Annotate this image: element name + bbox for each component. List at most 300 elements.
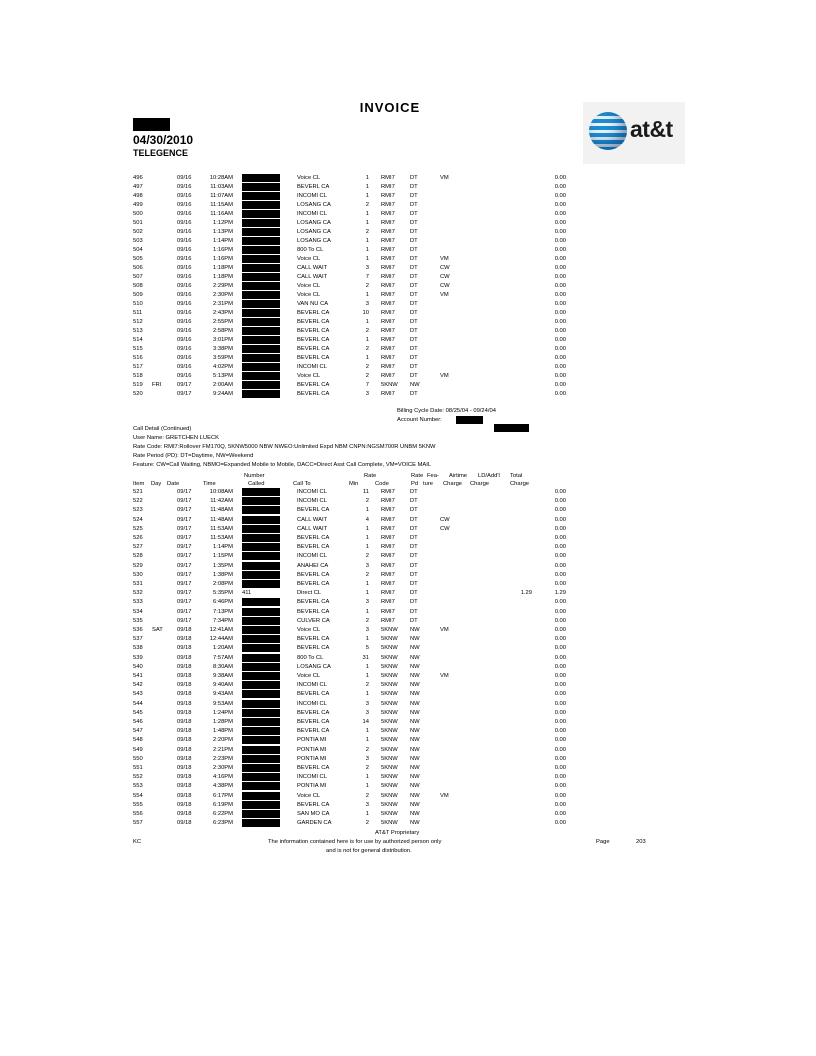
item-cell: 546 [133, 719, 143, 725]
minutes-cell: 1 [365, 673, 369, 679]
total-charge-cell: 0.00 [554, 220, 566, 226]
call-to-cell: LOSANG CA [297, 663, 331, 670]
table-row [0, 764, 816, 772]
redacted-number [242, 300, 280, 308]
total-charge-cell: 0.00 [554, 238, 566, 244]
item-cell: 549 [133, 746, 143, 753]
minutes-cell: 2 [365, 765, 369, 771]
item-cell: 504 [133, 247, 143, 253]
time-cell: 1:12PM [213, 220, 233, 226]
total-charge-cell: 0.00 [554, 346, 566, 352]
item-cell: 515 [133, 346, 143, 352]
call-to-cell: Voice CL [297, 292, 321, 298]
table-row [0, 589, 816, 597]
item-cell: 537 [133, 636, 143, 643]
call-to-cell: Voice CL [297, 792, 321, 799]
item-cell: 539 [133, 654, 143, 661]
total-charge-cell: 0.00 [554, 801, 566, 808]
period-cell: DT [410, 328, 418, 334]
airtime-charge-cell: 1.29 [520, 590, 532, 597]
item-cell: 540 [133, 663, 143, 670]
redacted-number [242, 580, 280, 588]
page-label: Page [596, 839, 610, 845]
item-cell: 552 [133, 774, 143, 781]
time-cell: 5:35PM [213, 590, 233, 597]
time-cell: 3:59PM [213, 355, 233, 361]
period-cell: DT [410, 229, 418, 235]
date-cell: 09/16 [177, 256, 192, 262]
date-cell: 09/18 [177, 792, 192, 799]
time-cell: 6:19PM [213, 801, 233, 808]
date-cell: 09/16 [177, 337, 192, 343]
table-row [0, 174, 816, 182]
rate-code-cell: 5KNW [381, 654, 398, 661]
redacted-number [242, 543, 280, 551]
rate-code-cell: 5KNW [381, 746, 398, 753]
time-cell: 9:38AM [213, 673, 233, 679]
date-cell: 09/17 [177, 599, 192, 606]
time-cell: 6:23PM [213, 820, 233, 827]
date-cell: 09/17 [177, 544, 192, 551]
rate-code-cell: RMI7 [381, 283, 395, 289]
time-cell: 9:53AM [213, 700, 233, 707]
call-to-cell: BEVERL CA [297, 728, 330, 735]
item-cell: 535 [133, 617, 143, 624]
rate-code-cell: RMI7 [381, 617, 395, 624]
call-to-cell: Voice CL [297, 256, 321, 262]
table-row [0, 571, 816, 579]
total-charge-cell: 0.00 [554, 617, 566, 624]
rate-code-cell: RMI7 [381, 544, 395, 551]
period-cell: DT [410, 319, 418, 325]
call-to-cell: Direct CL [297, 590, 322, 597]
date-cell: 09/18 [177, 673, 192, 679]
table-row [0, 255, 816, 263]
footer-proprietary: AT&T Proprietary [375, 830, 420, 836]
total-charge-cell: 0.00 [554, 292, 566, 298]
table-row [0, 345, 816, 353]
header-item: Item [133, 481, 145, 487]
date-cell: 09/17 [177, 489, 192, 495]
date-cell: 09/18 [177, 719, 192, 725]
minutes-cell: 31 [362, 654, 369, 661]
section-title: Call Detail (Continued) [133, 426, 192, 432]
rate-code-cell: RMI7 [381, 328, 395, 334]
rate-code-cell: 5KNW [381, 755, 398, 762]
table-row [0, 672, 816, 680]
minutes-cell: 1 [365, 535, 369, 541]
rate-code-cell: 5KNW [381, 783, 398, 790]
time-cell: 2:00AM [213, 382, 233, 388]
item-cell: 496 [133, 175, 143, 181]
call-to-cell: BEVERL CA [297, 328, 330, 334]
time-cell: 6:17PM [213, 792, 233, 799]
rate-code-cell: RMI7 [381, 608, 395, 615]
call-to-cell: LOSANG CA [297, 220, 331, 226]
redacted-number [242, 727, 280, 735]
total-charge-cell: 0.00 [554, 382, 566, 388]
date-cell: 09/18 [177, 663, 192, 670]
header-ldaddl: LD/Add'l [478, 473, 500, 479]
date-cell: 09/18 [177, 774, 192, 781]
date-cell: 09/16 [177, 247, 192, 253]
rate-code-cell: RMI7 [381, 562, 395, 569]
table-row [0, 617, 816, 625]
period-cell: DT [410, 337, 418, 343]
redacted-number [242, 516, 280, 524]
table-row [0, 736, 816, 744]
total-charge-cell: 0.00 [554, 211, 566, 217]
total-charge-cell: 0.00 [554, 728, 566, 735]
call-to-cell: INCOMI CL [297, 211, 327, 217]
period-cell: DT [410, 283, 418, 289]
redacted-number [242, 345, 280, 353]
time-cell: 11:53AM [210, 525, 233, 532]
date-cell: 09/18 [177, 636, 192, 643]
redacted-number [242, 792, 280, 800]
minutes-cell: 1 [365, 636, 369, 643]
item-cell: 530 [133, 571, 143, 578]
item-cell: 505 [133, 256, 143, 262]
rate-code-cell: 5KNW [381, 700, 398, 707]
minutes-cell: 2 [365, 328, 369, 334]
minutes-cell: 2 [365, 202, 369, 208]
call-to-cell: BEVERL CA [297, 382, 330, 388]
table-row [0, 644, 816, 652]
header-min: Min [349, 481, 359, 487]
date-cell: 09/16 [177, 283, 192, 289]
item-cell: 551 [133, 765, 143, 771]
time-cell: 4:38PM [213, 783, 233, 790]
date-cell: 09/18 [177, 682, 192, 689]
rate-code-cell: RMI7 [381, 229, 395, 235]
minutes-cell: 1 [365, 737, 369, 744]
time-cell: 2:08PM [213, 581, 233, 587]
table-row [0, 690, 816, 698]
total-charge-cell: 0.00 [554, 301, 566, 307]
item-cell: 512 [133, 319, 143, 325]
time-cell: 2:30PM [213, 765, 233, 771]
page-number: 203 [636, 839, 646, 845]
call-to-cell: Voice CL [297, 673, 321, 679]
period-cell: DT [410, 184, 418, 190]
rate-code-cell: RMI7 [381, 498, 395, 505]
redacted-block [133, 118, 170, 131]
minutes-cell: 1 [365, 238, 369, 244]
minutes-cell: 1 [365, 581, 369, 587]
call-to-cell: BEVERL CA [297, 535, 330, 541]
table-row [0, 497, 816, 505]
table-row [0, 183, 816, 191]
att-logo [583, 102, 685, 164]
time-cell: 5:13PM [213, 373, 233, 379]
item-cell: 517 [133, 364, 143, 370]
item-cell: 508 [133, 283, 143, 289]
table-row [0, 626, 816, 634]
total-charge-cell: 0.00 [554, 247, 566, 253]
call-to-cell: BEVERL CA [297, 801, 330, 808]
date-cell: 09/18 [177, 691, 192, 698]
item-cell: 507 [133, 274, 143, 280]
feature-cell: VM [440, 673, 449, 679]
total-charge-cell: 0.00 [554, 256, 566, 262]
total-charge-cell: 0.00 [554, 811, 566, 817]
total-charge-cell: 0.00 [554, 783, 566, 790]
period-cell: NW [410, 792, 420, 799]
redacted-number [242, 782, 280, 790]
minutes-cell: 2 [365, 792, 369, 799]
date-cell: 09/16 [177, 373, 192, 379]
redacted-number [242, 617, 280, 625]
item-cell: 503 [133, 238, 143, 244]
rate-code-cell: RMI7 [381, 193, 395, 199]
date-cell: 09/16 [177, 310, 192, 316]
minutes-cell: 1 [365, 608, 369, 615]
redacted-number [242, 773, 280, 781]
table-row [0, 219, 816, 227]
minutes-cell: 2 [365, 498, 369, 505]
total-charge-cell: 0.00 [554, 328, 566, 334]
table-row [0, 709, 816, 717]
call-to-cell: LOSANG CA [297, 229, 331, 235]
table-row [0, 363, 816, 371]
rate-code-cell: 5KNW [381, 691, 398, 698]
redacted-number [242, 746, 280, 754]
total-charge-cell: 0.00 [554, 737, 566, 744]
minutes-cell: 2 [365, 346, 369, 352]
redacted-top-right [494, 424, 529, 432]
rate-code-cell: 5KNW [381, 811, 398, 817]
period-cell: NW [410, 765, 420, 771]
table-row [0, 654, 816, 662]
invoice-title: INVOICE [359, 100, 421, 115]
date-cell: 09/17 [177, 553, 192, 560]
item-cell: 557 [133, 820, 143, 827]
feature-cell: CW [440, 516, 450, 523]
table-row [0, 336, 816, 344]
period-cell: NW [410, 663, 420, 670]
item-cell: 531 [133, 581, 143, 587]
total-charge-cell: 0.00 [554, 274, 566, 280]
call-to-cell: Voice CL [297, 175, 321, 181]
redacted-number [242, 255, 280, 263]
redacted-number [242, 608, 280, 616]
minutes-cell: 3 [365, 627, 369, 633]
item-cell: 500 [133, 211, 143, 217]
rate-code-cell: RMI7 [381, 256, 395, 262]
item-cell: 541 [133, 673, 143, 679]
period-cell: DT [410, 310, 418, 316]
total-charge-cell: 0.00 [554, 391, 566, 397]
account-label: Account Number: [397, 417, 442, 423]
header-total: Total [510, 473, 523, 479]
date-cell: 09/16 [177, 274, 192, 280]
rate-code-cell: RMI7 [381, 590, 395, 597]
feature-cell: VM [440, 373, 449, 379]
table-row [0, 663, 816, 671]
redacted-number [242, 354, 280, 362]
total-charge-cell: 0.00 [554, 283, 566, 289]
period-cell: DT [410, 617, 418, 624]
rate-code-cell: 5KNW [381, 709, 398, 716]
item-cell: 554 [133, 792, 143, 799]
rate-code: Rate Code: RMI7:Rollover FM170Q, 5KNW5000 NBW NWEO:Unlimited Expd NBM CNPN:NGSM700R UNBM 5KNW [133, 444, 436, 450]
minutes-cell: 2 [365, 820, 369, 827]
total-charge-cell: 0.00 [554, 709, 566, 716]
minutes-cell: 5 [365, 645, 369, 652]
call-to-cell: BEVERL CA [297, 507, 330, 514]
total-charge-cell: 0.00 [554, 774, 566, 781]
call-to-cell: INCOMI CL [297, 193, 327, 199]
total-charge-cell: 0.00 [554, 820, 566, 827]
period-cell: NW [410, 636, 420, 643]
period-cell: NW [410, 783, 420, 790]
rate-code-cell: 5KNW [381, 792, 398, 799]
period-cell: DT [410, 202, 418, 208]
date-cell: 09/16 [177, 211, 192, 217]
total-charge-cell: 0.00 [554, 765, 566, 771]
feature-cell: CW [440, 525, 450, 532]
item-cell: 499 [133, 202, 143, 208]
redacted-number [242, 201, 280, 209]
period-cell: DT [410, 346, 418, 352]
minutes-cell: 1 [365, 728, 369, 735]
redacted-number [242, 690, 280, 698]
call-to-cell: PONTIA MI [297, 783, 327, 790]
period-cell: DT [410, 238, 418, 244]
date-cell: 09/16 [177, 301, 192, 307]
table-row [0, 534, 816, 542]
redacted-number [242, 525, 280, 533]
minutes-cell: 2 [365, 373, 369, 379]
item-cell: 550 [133, 755, 143, 762]
period-cell: NW [410, 737, 420, 744]
call-to-cell: BEVERL CA [297, 691, 330, 698]
period-cell: NW [410, 774, 420, 781]
minutes-cell: 2 [365, 283, 369, 289]
table-row [0, 291, 816, 299]
total-charge-cell: 0.00 [554, 337, 566, 343]
total-charge-cell: 0.00 [554, 364, 566, 370]
billing-cycle: Billing Cycle Date: 08/25/04 - 09/24/04 [397, 408, 496, 414]
total-charge-cell: 0.00 [554, 663, 566, 670]
total-charge-cell: 0.00 [554, 599, 566, 606]
table-row [0, 598, 816, 606]
call-to-cell: SAN MO CA [297, 811, 330, 817]
item-cell: 548 [133, 737, 143, 744]
period-cell: DT [410, 211, 418, 217]
time-cell: 3:01PM [213, 337, 233, 343]
item-cell: 534 [133, 608, 143, 615]
total-charge-cell: 0.00 [554, 535, 566, 541]
table-row [0, 552, 816, 560]
time-cell: 1:14PM [213, 238, 233, 244]
time-cell: 9:24AM [213, 391, 233, 397]
date-cell: 09/17 [177, 382, 192, 388]
minutes-cell: 1 [365, 175, 369, 181]
feature-cell: CW [440, 283, 450, 289]
period-cell: NW [410, 691, 420, 698]
date-cell: 09/17 [177, 391, 192, 397]
rate-code-cell: RMI7 [381, 553, 395, 560]
time-cell: 1:48PM [213, 728, 233, 735]
call-to-cell: LOSANG CA [297, 238, 331, 244]
date-cell: 09/18 [177, 811, 192, 817]
item-cell: 555 [133, 801, 143, 808]
rate-code-cell: 5KNW [381, 673, 398, 679]
item-cell: 502 [133, 229, 143, 235]
total-charge-cell: 0.00 [554, 525, 566, 532]
time-cell: 1:28PM [213, 719, 233, 725]
company-name: TELEGENCE [133, 148, 189, 158]
redacted-number [242, 718, 280, 726]
minutes-cell: 7 [365, 382, 369, 388]
call-to-cell: INCOMI CL [297, 700, 327, 707]
period-cell: NW [410, 719, 420, 725]
minutes-cell: 1 [365, 247, 369, 253]
date-cell: 09/16 [177, 364, 192, 370]
rate-code-cell: 5KNW [381, 663, 398, 670]
item-cell: 532 [133, 590, 143, 597]
period-cell: NW [410, 673, 420, 679]
total-charge-cell: 0.00 [554, 489, 566, 495]
rate-period: Rate Period (PD): DT=Daytime, NW=Weekend [133, 453, 254, 459]
item-cell: 522 [133, 498, 143, 505]
redacted-number [242, 562, 280, 570]
minutes-cell: 2 [365, 229, 369, 235]
minutes-cell: 3 [365, 562, 369, 569]
rate-code-cell: 5KNW [381, 719, 398, 725]
rate-code-cell: RMI7 [381, 319, 395, 325]
header-number: Number [244, 473, 265, 479]
date-cell: 09/16 [177, 175, 192, 181]
rate-code-cell: RMI7 [381, 525, 395, 532]
rate-code-cell: RMI7 [381, 247, 395, 253]
date-cell: 09/17 [177, 581, 192, 587]
time-cell: 2:20PM [213, 737, 233, 744]
table-row [0, 755, 816, 763]
time-cell: 2:43PM [213, 310, 233, 316]
total-charge-cell: 0.00 [554, 682, 566, 689]
call-to-cell: BEVERL CA [297, 645, 330, 652]
time-cell: 10:28AM [209, 175, 233, 181]
item-cell: 527 [133, 544, 143, 551]
call-to-cell: INCOMI CL [297, 774, 327, 781]
date-cell: 09/18 [177, 820, 192, 827]
call-to-cell: CALL WAIT [297, 525, 328, 532]
date-cell: 09/16 [177, 355, 192, 361]
minutes-cell: 1 [365, 256, 369, 262]
call-to-cell: VAN NU CA [297, 301, 329, 307]
time-cell: 3:38PM [213, 346, 233, 352]
date-cell: 09/18 [177, 700, 192, 707]
call-to-cell: INCOMI CL [297, 364, 327, 370]
period-cell: NW [410, 755, 420, 762]
total-charge-cell: 0.00 [554, 265, 566, 271]
period-cell: DT [410, 373, 418, 379]
rate-code-cell: RMI7 [381, 391, 395, 397]
rate-code-cell: RMI7 [381, 535, 395, 541]
minutes-cell: 2 [365, 682, 369, 689]
table-row [0, 727, 816, 735]
redacted-number [242, 246, 280, 254]
table-row [0, 773, 816, 781]
minutes-cell: 2 [365, 746, 369, 753]
period-cell: DT [410, 590, 418, 597]
call-to-cell: INCOMI CL [297, 553, 327, 560]
call-to-cell: BEVERL CA [297, 709, 330, 716]
minutes-cell: 1 [365, 590, 369, 597]
